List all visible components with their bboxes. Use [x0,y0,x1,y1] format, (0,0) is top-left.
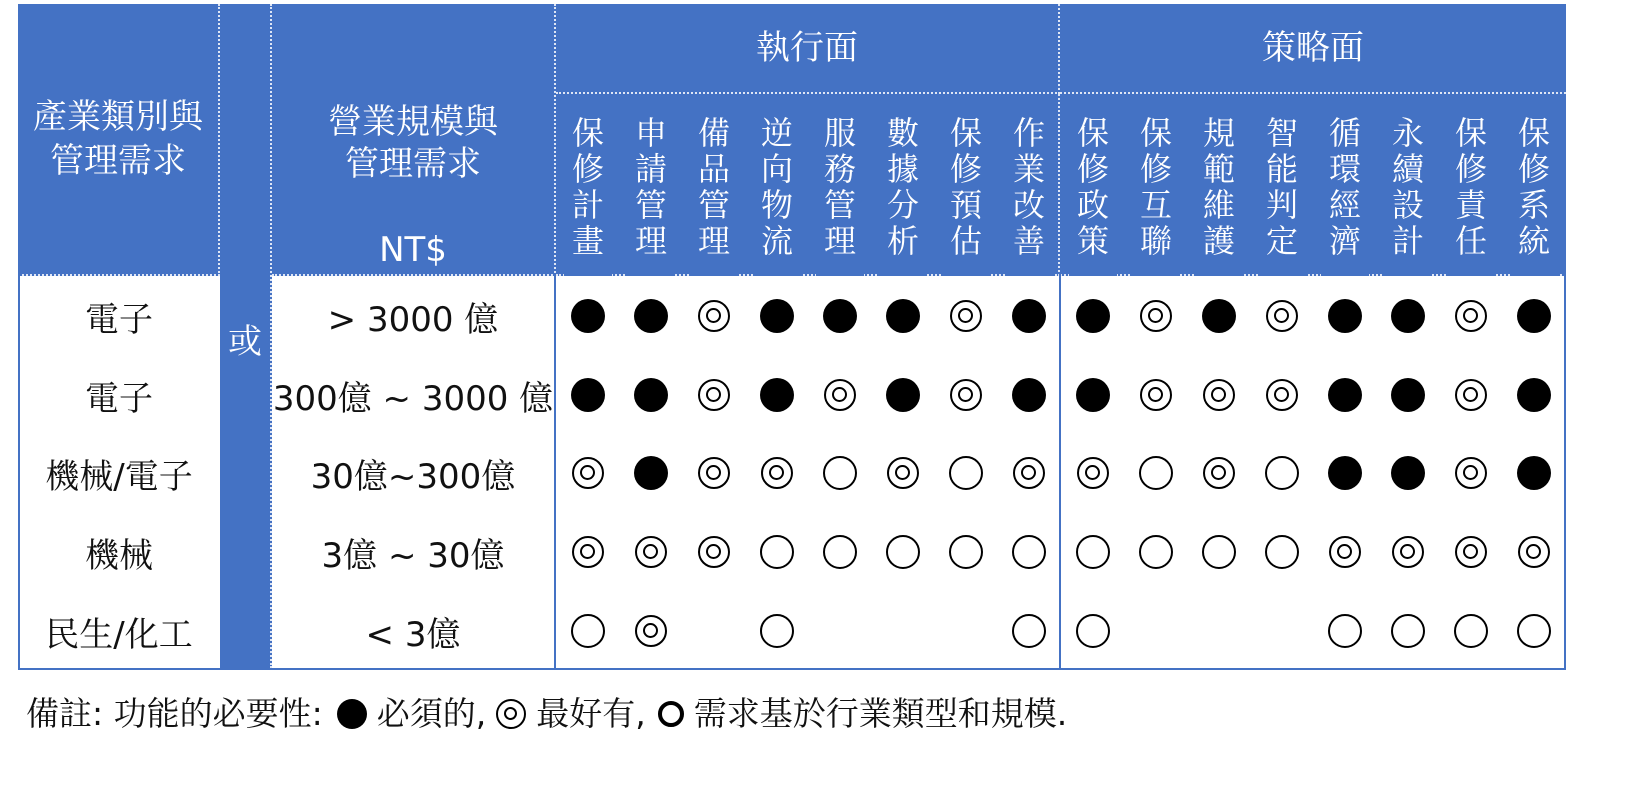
filled-circle-icon [1391,299,1425,333]
column-header-char: 定 [1265,222,1298,260]
column-header-strategy-3 [1195,98,1243,276]
column-header-char: 物 [760,186,793,224]
double-circle-icon [1077,457,1109,489]
double-circle-icon [698,457,730,489]
filled-circle-icon [634,378,668,412]
open-circle-icon [1076,535,1110,569]
column-header-char: 修 [1454,150,1487,188]
group-header-execution [556,4,1060,94]
filled-circle-icon [1517,456,1551,490]
column-header-char: 保 [571,114,604,152]
open-circle-icon [1265,535,1299,569]
border-bottom [18,668,1566,670]
double-circle-icon [1140,379,1172,411]
note-preferred: 最好有, [536,694,646,733]
column-header-strategy-2 [1132,98,1180,276]
column-header-execution-5 [816,98,864,276]
row-scale: 30億~300億 [310,456,516,497]
double-circle-icon [950,379,982,411]
column-header-char: 政 [1076,186,1109,224]
column-header-char: 務 [823,150,856,188]
row-scale: > 3000 億 [327,299,499,340]
row-industry: 機械 [85,535,153,576]
column-header-char: 修 [1076,150,1109,188]
column-header-char: 聯 [1139,222,1172,260]
column-header-strategy-1 [1069,98,1117,276]
column-header-char: 規 [1202,114,1235,152]
double-circle-icon [635,615,667,647]
column-header-execution-3 [690,98,738,276]
column-header-char: 計 [571,186,604,224]
column-header-char: 任 [1454,222,1487,260]
open-circle-icon [1391,614,1425,648]
column-header-char: 濟 [1328,222,1361,260]
filled-circle-icon [1391,378,1425,412]
column-header-char: 備 [697,114,730,152]
column-header-char: 修 [571,150,604,188]
double-circle-icon [572,457,604,489]
note-required: 必須的, [376,694,487,733]
double-circle-icon [1140,300,1172,332]
or-label: 或 [228,322,262,362]
note-optional: 需求基於行業類型和規模. [693,694,1068,733]
open-circle-icon [949,535,983,569]
filled-circle-icon [1076,378,1110,412]
column-header-char: 保 [949,114,982,152]
open-circle-icon [1202,535,1236,569]
column-header-char: 數 [886,114,919,152]
double-circle-icon [1203,457,1235,489]
column-header-char: 理 [823,222,856,260]
column-header-char: 保 [1139,114,1172,152]
column-header-char: 維 [1202,186,1235,224]
double-circle-icon [1455,379,1487,411]
column-header-execution-2 [627,98,675,276]
double-circle-icon [1392,536,1424,568]
filled-circle-icon [1391,456,1425,490]
header-industry-label: 產業類別與 管理需求 [33,97,203,181]
column-header-char: 系 [1517,186,1550,224]
header-scale-line2: 管理需求 [345,144,481,184]
open-circle-icon [1012,614,1046,648]
open-circle-icon [1454,614,1488,648]
column-header-char: 判 [1265,186,1298,224]
column-header-strategy-8 [1510,98,1558,276]
column-header-char: 逆 [760,114,793,152]
filled-circle-icon [571,299,605,333]
filled-circle-icon [886,378,920,412]
double-circle-icon [698,300,730,332]
row-industry: 民生/化工 [45,614,193,655]
header-scale-unit: NT$ [379,230,447,270]
column-header-char: 品 [697,150,730,188]
column-header-char: 續 [1391,150,1424,188]
filled-circle-icon [1012,299,1046,333]
open-circle-icon [1265,456,1299,490]
column-header-execution-6 [879,98,927,276]
column-header-char: 永 [1391,114,1424,152]
double-circle-icon [1266,300,1298,332]
filled-circle-icon [1202,299,1236,333]
column-header-char: 請 [634,150,667,188]
filled-circle-icon [1328,378,1362,412]
column-header-char: 策 [1076,222,1109,260]
column-header-char: 修 [1517,150,1550,188]
column-header-char: 據 [886,150,919,188]
column-header-char: 統 [1517,222,1550,260]
double-circle-icon [496,699,526,729]
column-header-char: 責 [1454,186,1487,224]
open-circle-icon [571,614,605,648]
group-header-strategy [1060,4,1566,94]
open-circle-icon [1139,535,1173,569]
open-circle-icon [760,614,794,648]
double-circle-icon [950,300,982,332]
row-scale: 300億 ~ 3000 億 [272,378,554,419]
divider-groups [1059,274,1061,670]
open-circle-icon [658,701,684,727]
column-header-char: 向 [760,150,793,188]
filled-circle-icon [571,378,605,412]
column-header-char: 析 [886,222,919,260]
double-circle-icon [1013,457,1045,489]
double-circle-icon [1329,536,1361,568]
row-scale: < 3億 [365,614,461,655]
filled-circle-icon [1517,299,1551,333]
column-header-char: 修 [1139,150,1172,188]
filled-circle-icon [760,299,794,333]
double-circle-icon [824,379,856,411]
column-header-char: 管 [697,186,730,224]
column-header-char: 理 [634,222,667,260]
column-header-char: 申 [634,114,667,152]
row-industry: 電子 [85,299,153,340]
column-header-execution-7 [942,98,990,276]
double-circle-icon [698,379,730,411]
group-label-execution: 執行面 [756,28,858,68]
column-header-strategy-7 [1447,98,1495,276]
legend-note [26,692,1067,736]
filled-circle-icon [1328,456,1362,490]
open-circle-icon [823,535,857,569]
filled-circle-icon [337,699,367,729]
filled-circle-icon [1328,299,1362,333]
filled-circle-icon [823,299,857,333]
double-circle-icon [761,457,793,489]
open-circle-icon [1139,456,1173,490]
double-circle-icon [1203,379,1235,411]
filled-circle-icon [634,299,668,333]
column-header-char: 互 [1139,186,1172,224]
border-left [18,274,20,670]
double-circle-icon [1455,457,1487,489]
open-circle-icon [823,456,857,490]
column-header-char: 保 [1517,114,1550,152]
open-circle-icon [1328,614,1362,648]
column-header-char: 循 [1328,114,1361,152]
column-header-execution-4 [753,98,801,276]
filled-circle-icon [1012,378,1046,412]
double-circle-icon [1266,379,1298,411]
column-header-char: 作 [1012,114,1045,152]
column-header-char: 修 [949,150,982,188]
column-header-char: 管 [634,186,667,224]
column-header-char: 分 [886,186,919,224]
double-circle-icon [1455,536,1487,568]
column-header-char: 業 [1012,150,1045,188]
group-label-strategy: 策略面 [1262,28,1364,68]
column-header-char: 改 [1012,186,1045,224]
open-circle-icon [1012,535,1046,569]
row-scale: 3億 ~ 30億 [321,535,505,576]
column-header-execution-1 [564,98,612,276]
column-header-char: 理 [697,222,730,260]
open-circle-icon [949,456,983,490]
filled-circle-icon [760,378,794,412]
double-circle-icon [1518,536,1550,568]
double-circle-icon [635,536,667,568]
or-column [220,4,272,668]
filled-circle-icon [634,456,668,490]
column-header-char: 善 [1012,222,1045,260]
open-circle-icon [1517,614,1551,648]
double-circle-icon [572,536,604,568]
column-header-char: 智 [1265,114,1298,152]
border-right [1564,274,1566,670]
column-header-char: 服 [823,114,856,152]
note-prefix: 備註: 功能的必要性: [26,694,323,733]
column-header-char: 保 [1076,114,1109,152]
column-header-execution-8 [1005,98,1053,276]
filled-circle-icon [1076,299,1110,333]
filled-circle-icon [1517,378,1551,412]
divider-scale [554,274,556,670]
open-circle-icon [1076,614,1110,648]
column-header-char: 流 [760,222,793,260]
column-header-char: 範 [1202,150,1235,188]
header-scale-line1: 營業規模與 [328,102,498,142]
double-circle-icon [1455,300,1487,332]
column-header-char: 環 [1328,150,1361,188]
filled-circle-icon [886,299,920,333]
column-header-char: 護 [1202,222,1235,260]
column-header-strategy-4 [1258,98,1306,276]
column-header-char: 保 [1454,114,1487,152]
open-circle-icon [760,535,794,569]
header-industry [18,4,220,276]
header-scale [272,4,556,276]
column-header-char: 能 [1265,150,1298,188]
column-header-strategy-5 [1321,98,1369,276]
row-industry: 電子 [85,378,153,419]
column-header-char: 設 [1391,186,1424,224]
open-circle-icon [886,535,920,569]
double-circle-icon [698,536,730,568]
column-header-char: 經 [1328,186,1361,224]
double-circle-icon [887,457,919,489]
column-header-char: 管 [823,186,856,224]
row-industry: 機械/電子 [45,456,193,497]
column-header-char: 計 [1391,222,1424,260]
column-header-char: 估 [949,222,982,260]
column-header-char: 預 [949,186,982,224]
column-header-strategy-6 [1384,98,1432,276]
column-header-char: 畫 [571,222,604,260]
